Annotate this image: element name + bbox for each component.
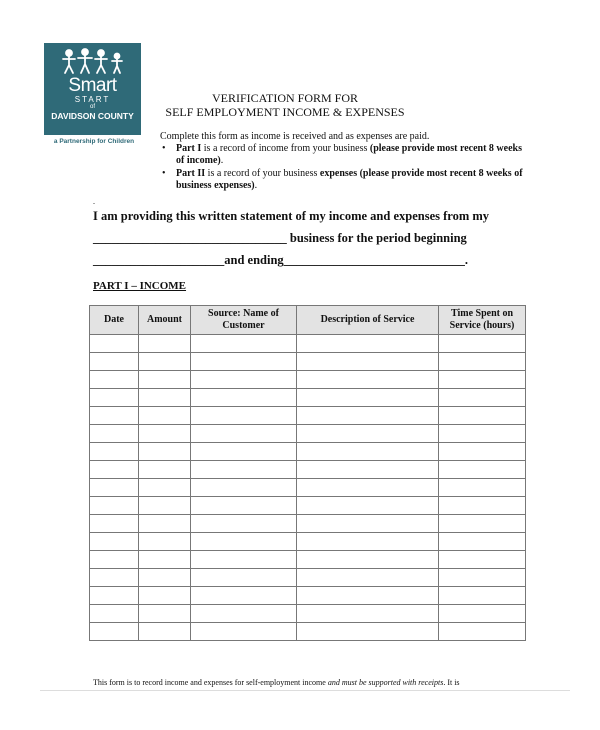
instruction-part1-bold: (please provide most recent 8 weeks of income): [176, 143, 522, 166]
period-end-field[interactable]: _____________________________: [283, 253, 465, 267]
table-cell[interactable]: [191, 407, 297, 425]
table-cell[interactable]: [90, 587, 139, 605]
statement-and-ending: and ending: [224, 253, 284, 267]
statement-line1: I am providing this written statement of my income and expenses from my: [93, 209, 490, 223]
table-cell[interactable]: [191, 335, 297, 353]
footer-italic: and must be supported with receipts: [327, 678, 444, 687]
table-cell[interactable]: [90, 443, 139, 461]
smart-start-logo: [44, 43, 141, 135]
table-cell[interactable]: [139, 371, 191, 389]
table-cell[interactable]: [297, 443, 439, 461]
table-cell[interactable]: [139, 623, 191, 641]
stray-dot: .: [93, 197, 95, 206]
table-cell[interactable]: [90, 461, 139, 479]
business-name-field[interactable]: _______________________________: [93, 231, 287, 245]
table-cell[interactable]: [297, 479, 439, 497]
col-date: Date: [90, 306, 139, 335]
logo-tagline: a Partnership for Children: [53, 138, 135, 145]
col-amount: Amount: [139, 306, 191, 335]
instruction-part1-text: is a record of income from your business: [201, 143, 370, 154]
table-cell[interactable]: [90, 479, 139, 497]
table-cell[interactable]: [297, 497, 439, 515]
period-begin-field[interactable]: _____________________: [93, 253, 225, 267]
table-cell[interactable]: [139, 353, 191, 371]
instruction-part1: [160, 143, 530, 167]
table-cell[interactable]: [90, 569, 139, 587]
col-source: Source: Name of Customer: [191, 306, 297, 335]
table-cell[interactable]: [297, 587, 439, 605]
footer-text: This form is to record income and expenses for self-employment income: [93, 678, 328, 687]
table-row: [90, 461, 526, 479]
table-cell[interactable]: [297, 425, 439, 443]
table-cell[interactable]: [90, 425, 139, 443]
table-cell[interactable]: [139, 605, 191, 623]
table-cell[interactable]: [297, 461, 439, 479]
table-cell[interactable]: [439, 497, 526, 515]
table-cell[interactable]: [297, 605, 439, 623]
income-table: [89, 305, 526, 641]
table-row: [90, 479, 526, 497]
table-row: [90, 551, 526, 569]
table-cell[interactable]: [90, 335, 139, 353]
table-cell[interactable]: [439, 551, 526, 569]
table-cell[interactable]: [439, 605, 526, 623]
table-cell[interactable]: [297, 407, 439, 425]
form-title: [160, 91, 410, 119]
table-row: [90, 497, 526, 515]
table-row: [90, 407, 526, 425]
part1-heading: PART I – INCOME: [93, 280, 187, 292]
table-cell[interactable]: [90, 605, 139, 623]
table-cell[interactable]: [139, 389, 191, 407]
table-cell[interactable]: [191, 371, 297, 389]
table-row: [90, 353, 526, 371]
table-cell[interactable]: [439, 479, 526, 497]
table-cell[interactable]: [139, 587, 191, 605]
table-cell[interactable]: [439, 461, 526, 479]
table-cell[interactable]: [139, 335, 191, 353]
table-cell[interactable]: [191, 353, 297, 371]
table-row: [90, 515, 526, 533]
form-title-line1: VERIFICATION FORM FOR: [211, 91, 359, 105]
table-cell[interactable]: [90, 623, 139, 641]
table-cell[interactable]: [297, 569, 439, 587]
instruction-part2-tail: .: [254, 180, 258, 191]
statement-line2: [93, 227, 533, 249]
table-cell[interactable]: [90, 551, 139, 569]
table-cell[interactable]: [297, 551, 439, 569]
table-cell[interactable]: [191, 479, 297, 497]
instruction-part2-text: is a record of your business: [205, 168, 320, 179]
table-cell[interactable]: [191, 425, 297, 443]
footer-note: [93, 678, 523, 687]
table-row: [90, 605, 526, 623]
instruction-part2-lead: Part II: [176, 168, 206, 179]
table-cell[interactable]: [439, 425, 526, 443]
logo-smart-text: Smart: [68, 75, 117, 96]
statement-end: .: [464, 253, 469, 267]
income-table-body: [90, 335, 526, 641]
instruction-part1-lead: Part I: [176, 143, 202, 154]
table-cell[interactable]: [191, 515, 297, 533]
instruction-part1-tail: .: [220, 155, 224, 166]
bullet-icon: •: [162, 143, 166, 154]
table-cell[interactable]: [439, 569, 526, 587]
col-time-spent: Time Spent on Service (hours): [439, 306, 526, 335]
table-cell[interactable]: [191, 443, 297, 461]
statement-line3: [93, 249, 533, 271]
table-cell[interactable]: [191, 389, 297, 407]
table-cell[interactable]: [139, 515, 191, 533]
table-cell[interactable]: [139, 425, 191, 443]
page-divider: [40, 690, 570, 691]
table-cell[interactable]: [191, 551, 297, 569]
table-cell[interactable]: [90, 389, 139, 407]
table-cell[interactable]: [139, 533, 191, 551]
table-cell[interactable]: [297, 533, 439, 551]
table-cell[interactable]: [297, 335, 439, 353]
table-row: [90, 389, 526, 407]
table-cell[interactable]: [439, 587, 526, 605]
logo-of-text: of: [89, 104, 95, 110]
table-cell[interactable]: [139, 551, 191, 569]
statement-line2-text: business for the period beginning: [286, 231, 467, 245]
instructions-list: [160, 143, 530, 193]
table-cell[interactable]: [191, 497, 297, 515]
table-cell[interactable]: [439, 407, 526, 425]
table-cell[interactable]: [90, 371, 139, 389]
table-row: [90, 371, 526, 389]
table-cell[interactable]: [191, 533, 297, 551]
table-cell[interactable]: [297, 515, 439, 533]
table-row: [90, 443, 526, 461]
table-cell[interactable]: [439, 389, 526, 407]
instruction-part2: [160, 168, 530, 192]
table-cell[interactable]: [191, 587, 297, 605]
table-cell[interactable]: [439, 623, 526, 641]
table-cell[interactable]: [90, 515, 139, 533]
children-figures-icon: [60, 47, 126, 75]
table-cell[interactable]: [139, 569, 191, 587]
table-cell[interactable]: [90, 353, 139, 371]
table-cell[interactable]: [139, 497, 191, 515]
intro-text: Complete this form as income is received and as expenses are paid.: [160, 131, 430, 142]
bullet-icon: •: [162, 168, 166, 179]
table-cell[interactable]: [139, 443, 191, 461]
table-cell[interactable]: [90, 407, 139, 425]
table-cell[interactable]: [191, 569, 297, 587]
table-row: [90, 533, 526, 551]
table-cell[interactable]: [139, 479, 191, 497]
table-cell[interactable]: [297, 353, 439, 371]
table-cell[interactable]: [439, 335, 526, 353]
table-cell[interactable]: [297, 623, 439, 641]
statement-block: [93, 205, 533, 271]
table-cell[interactable]: [439, 515, 526, 533]
table-row: [90, 587, 526, 605]
logo-start-text: START: [74, 95, 111, 104]
income-table-header: [90, 306, 526, 335]
table-cell[interactable]: [90, 497, 139, 515]
form-title-line2: SELF EMPLOYMENT INCOME & EXPENSES: [165, 105, 405, 119]
table-cell[interactable]: [439, 443, 526, 461]
table-cell[interactable]: [139, 407, 191, 425]
table-cell[interactable]: [191, 461, 297, 479]
table-cell[interactable]: [439, 533, 526, 551]
table-cell[interactable]: [439, 371, 526, 389]
instruction-part2-bold: expenses (please provide most recent 8 weeks of business expenses): [176, 168, 523, 191]
footer-tail: . It is: [443, 678, 460, 687]
table-row: [90, 335, 526, 353]
table-cell[interactable]: [191, 623, 297, 641]
logo-county-text: DAVIDSON COUNTY: [51, 111, 134, 121]
table-cell[interactable]: [439, 353, 526, 371]
table-cell[interactable]: [139, 461, 191, 479]
table-cell[interactable]: [297, 389, 439, 407]
table-row: [90, 425, 526, 443]
table-row: [90, 569, 526, 587]
table-cell[interactable]: [297, 371, 439, 389]
col-description: Description of Service: [297, 306, 439, 335]
table-cell[interactable]: [191, 605, 297, 623]
table-row: [90, 623, 526, 641]
table-cell[interactable]: [90, 533, 139, 551]
